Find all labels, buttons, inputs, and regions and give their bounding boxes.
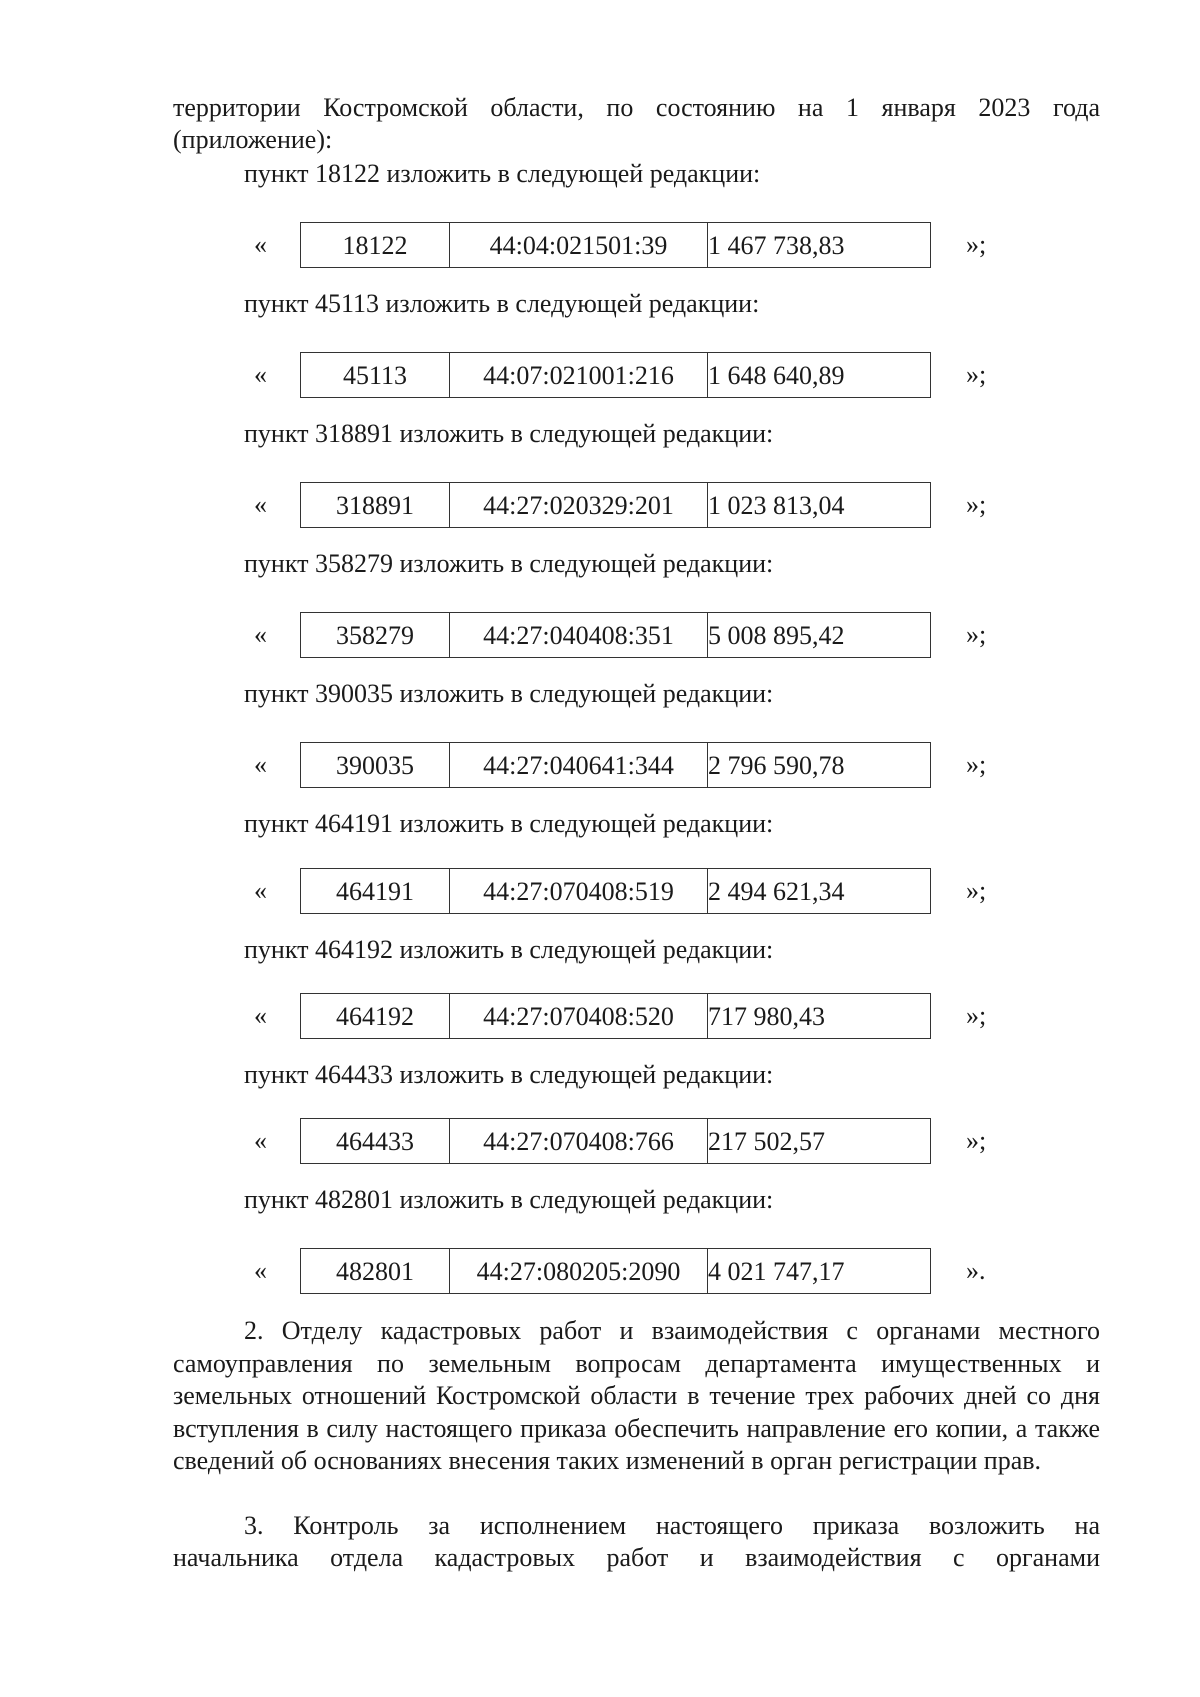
- item-number: 482801: [301, 1249, 450, 1294]
- item-heading: пункт 45113 изложить в следующей редакции:: [244, 289, 760, 318]
- amendment-row: [0, 1248, 1200, 1294]
- quote-close: »;: [966, 230, 987, 259]
- cadastral-value: 1 648 640,89: [708, 353, 931, 398]
- item-number: 18122: [301, 223, 450, 268]
- amendment-row: [0, 612, 1200, 658]
- quote-close: »;: [966, 360, 987, 389]
- paragraph-2: 2. Отделу кадастровых работ и взаимодействия с органами местного самоуправления по земельным вопросам департамента имущественных и земельных отношений Костромской области в течение трех рабочих дней со дня вступления в силу настоящего приказа обеспечить направление его копии, а также сведений об основаниях внесения таких изменений в орган регистрации прав.: [173, 1316, 1100, 1475]
- amendment-row: [0, 868, 1200, 914]
- quote-open: «: [254, 1001, 267, 1030]
- cadastral-value: 1 467 738,83: [708, 223, 931, 268]
- cadastral-number: 44:27:080205:2090: [450, 1249, 708, 1294]
- quote-open: «: [254, 620, 267, 649]
- item-number: 358279: [301, 613, 450, 658]
- quote-open: «: [254, 1256, 267, 1285]
- quote-close: »;: [966, 620, 987, 649]
- cadastral-number: 44:27:070408:519: [450, 869, 708, 914]
- amendment-table: [300, 742, 931, 788]
- paragraph-3-line-2: начальника отдела кадастровых работ и взаимодействия с органами: [173, 1543, 1100, 1572]
- item-number: 464433: [301, 1119, 450, 1164]
- amendment-row: [0, 742, 1200, 788]
- item-heading: пункт 358279 изложить в следующей редакции:: [244, 549, 774, 578]
- amendment-table: [300, 482, 931, 528]
- quote-close: »;: [966, 490, 987, 519]
- cadastral-number: 44:27:070408:766: [450, 1119, 708, 1164]
- amendment-row: [0, 352, 1200, 398]
- intro-line-1: территории Костромской области, по состоянию на 1 января 2023 года: [173, 93, 1100, 122]
- cadastral-value: 1 023 813,04: [708, 483, 931, 528]
- item-heading: пункт 390035 изложить в следующей редакции:: [244, 679, 774, 708]
- item-number: 45113: [301, 353, 450, 398]
- item-number: 464191: [301, 869, 450, 914]
- item-number: 390035: [301, 743, 450, 788]
- item-heading: пункт 318891 изложить в следующей редакции:: [244, 419, 774, 448]
- cadastral-number: 44:27:020329:201: [450, 483, 708, 528]
- amendment-row: [0, 222, 1200, 268]
- amendment-table: [300, 868, 931, 914]
- quote-close: »;: [966, 1001, 987, 1030]
- paragraph-3-line-1: 3. Контроль за исполнением настоящего приказа возложить на: [244, 1511, 1100, 1540]
- quote-close: ».: [966, 1256, 986, 1285]
- cadastral-number: 44:27:040641:344: [450, 743, 708, 788]
- item-number: 464192: [301, 994, 450, 1039]
- amendment-table: [300, 612, 931, 658]
- cadastral-number: 44:04:021501:39: [450, 223, 708, 268]
- quote-open: «: [254, 750, 267, 779]
- intro-line-2: (приложение):: [173, 125, 333, 154]
- quote-open: «: [254, 876, 267, 905]
- cadastral-value: 2 494 621,34: [708, 869, 931, 914]
- cadastral-value: 5 008 895,42: [708, 613, 931, 658]
- quote-open: «: [254, 230, 267, 259]
- quote-close: »;: [966, 750, 987, 779]
- cadastral-number: 44:07:021001:216: [450, 353, 708, 398]
- amendment-table: [300, 993, 931, 1039]
- item-heading: пункт 482801 изложить в следующей редакции:: [244, 1185, 774, 1214]
- cadastral-number: 44:27:070408:520: [450, 994, 708, 1039]
- cadastral-value: 2 796 590,78: [708, 743, 931, 788]
- amendment-table: [300, 222, 931, 268]
- item-heading: пункт 464433 изложить в следующей редакции:: [244, 1060, 774, 1089]
- quote-open: «: [254, 360, 267, 389]
- item-heading: пункт 18122 изложить в следующей редакции:: [244, 159, 761, 188]
- cadastral-value: 217 502,57: [708, 1119, 931, 1164]
- amendment-table: [300, 352, 931, 398]
- cadastral-value: 4 021 747,17: [708, 1249, 931, 1294]
- item-heading: пункт 464191 изложить в следующей редакции:: [244, 809, 774, 838]
- quote-close: »;: [966, 1126, 987, 1155]
- amendment-table: [300, 1248, 931, 1294]
- cadastral-value: 717 980,43: [708, 994, 931, 1039]
- cadastral-number: 44:27:040408:351: [450, 613, 708, 658]
- quote-open: «: [254, 1126, 267, 1155]
- amendment-row: [0, 993, 1200, 1039]
- item-number: 318891: [301, 483, 450, 528]
- quote-open: «: [254, 490, 267, 519]
- amendment-row: [0, 1118, 1200, 1164]
- amendment-table: [300, 1118, 931, 1164]
- item-heading: пункт 464192 изложить в следующей редакции:: [244, 935, 774, 964]
- quote-close: »;: [966, 876, 987, 905]
- amendment-row: [0, 482, 1200, 528]
